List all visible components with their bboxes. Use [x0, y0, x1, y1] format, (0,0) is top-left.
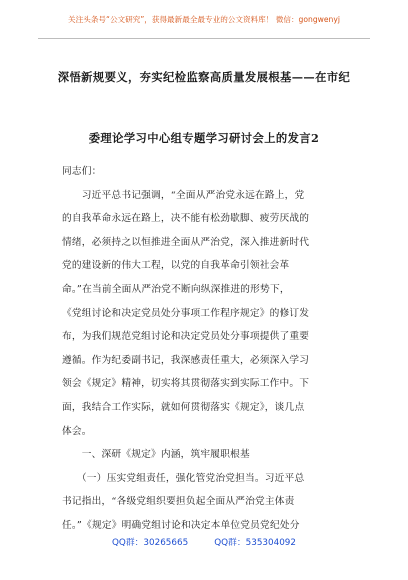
subsection-heading: （一）压实党组责任，强化管党治党担当。习近平总: [62, 472, 305, 484]
body-line: 命。”在当前全面从严治党不断向纵深推进的形势下，: [62, 283, 290, 295]
document-title-line-2: 委理论学习中心组专题学习研讨会上的发言2: [88, 131, 320, 145]
body-line: 面，我结合工作实际，就如何贯彻落实《规定》，谈几点: [62, 401, 305, 413]
section-heading: 一、深研《规定》内涵，筑牢履职根基: [62, 449, 250, 461]
body-line: 习近平总书记强调，“全面从严治党永远在路上，党: [62, 189, 305, 201]
body-line: 任。”《规定》明确党组讨论和决定本单位党员党纪处分: [62, 519, 300, 531]
body-line: 党的建设新的伟大工程，以党的自我革命引领社会革: [62, 260, 290, 272]
body-line: 情绪，必须持之以恒推进全面从严治党，深入推进新时代: [62, 236, 310, 248]
footer-qq-group-1: QQ群：30265665: [111, 538, 189, 548]
footer-qq-group-2: QQ群：535304092: [214, 538, 297, 548]
header-divider: [38, 38, 370, 39]
body-line: 体会。: [62, 425, 92, 437]
document-body: [62, 160, 352, 538]
body-line: 的自我革命永远在路上，决不能有松劲歇脚、疲劳厌战的: [62, 213, 310, 225]
body-line: 书记指出，“各级党组织要担负起全面从严治党主体责: [62, 496, 295, 508]
salutation: 同志们：: [62, 166, 102, 177]
document-title-line-1: 深悟新规要义，夯实纪检监察高质量发展根基——在市纪: [57, 70, 351, 84]
header-banner: 关注头条号“公文研究”，获得最新最全最专业的公文资料库！ 微信：gongwenyj: [68, 15, 340, 24]
body-line: 《党组讨论和决定党员处分事项工作程序规定》的修订发: [62, 307, 310, 319]
footer-contact: [0, 535, 408, 548]
body-line: 布，为我们规范党组讨论和决定党员处分事项提供了重要: [62, 331, 310, 343]
body-line: 领会《规定》精神，切实将其贯彻落实到实际工作中。下: [62, 378, 310, 390]
body-line: 遵循。作为纪委副书记，我深感责任重大，必须深入学习: [62, 354, 310, 366]
